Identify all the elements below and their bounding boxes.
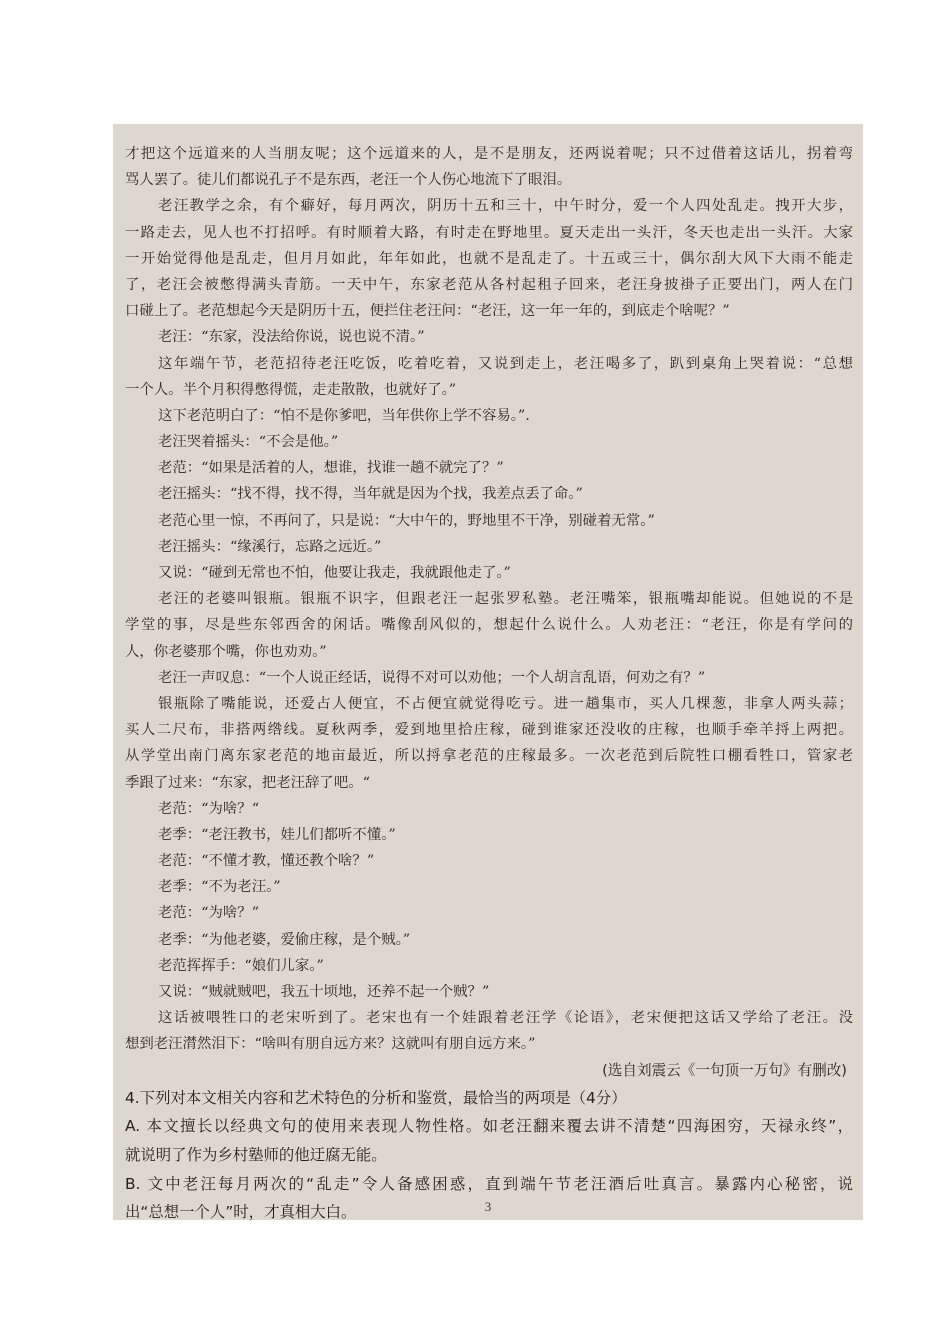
question-stem: 4.下列对本文相关内容和艺术特色的分析和鉴赏，最恰当的两项是（4分） — [125, 1088, 627, 1107]
scanned-page — [113, 124, 863, 1220]
passage-line: 老汪教学之余，有个癖好，每月两次，阴历十五和三十，中午时分，爱一个人四处乱走。拽开大步， — [158, 198, 853, 215]
passage-line: 买人二尺布，非搭两绺线。夏秋两季，爱到地里拾庄稼，碰到谁家还没收的庄稼，也顺手牵羊捋上两把。 — [125, 722, 853, 739]
page-number: 3 — [484, 1199, 492, 1214]
passage-line: 老季：“为他老婆，爱偷庄稼，是个贼。” — [158, 931, 411, 948]
passage-line: 了，老汪会被憋得满头青筋。一天中午，东家老范从各村起租子回来，老汪身披褂子正要出门，两人在门 — [125, 276, 853, 293]
option-b-line: 出“总想一个人”时，才真相大白。 — [125, 1203, 357, 1222]
option-b-line: B. 文中老汪每月两次的“乱走”令人备感困惑，直到端午节老汪酒后吐真言。暴露内心秘密，说 — [125, 1174, 853, 1193]
passage-line: 老汪哭着摇头：“不会是他。” — [158, 434, 339, 451]
passage-line: 老汪：“东家，没法给你说，说也说不清。” — [158, 329, 425, 346]
passage-line: 老范：“为啥？” — [158, 905, 260, 922]
passage-line: 想到老汪潸然泪下：“啥叫有朋自远方来？这就叫有朋自远方来。” — [125, 1036, 536, 1053]
passage-line: 一个人。半个月积得憋得慌，走走散散，也就好了。” — [125, 381, 457, 398]
passage-line: 老汪摇头：“缘溪行，忘路之远近。” — [158, 538, 382, 555]
passage-line: 季跟了过来：“东家，把老汪辞了吧。“ — [125, 774, 370, 791]
passage-line: 这话被喂牲口的老宋听到了。老宋也有一个娃跟着老汪学《论语》，老宋便把这话又学给了老汪。没 — [158, 1010, 853, 1027]
passage-line: 一路走去，见人也不打招呼。有时顺着大路，有时走在野地里。夏天走出一头汗，冬天也走出一头汗。大家 — [125, 224, 853, 241]
passage-line: 这年端午节，老范招待老汪吃饭，吃着吃着，又说到走上，老汪喝多了，趴到桌角上哭着说：“总想 — [158, 355, 853, 372]
passage-line: 老汪一声叹息：“一个人说正经话，说得不对可以劝他；一个人胡言乱语，何劝之有？” — [158, 669, 706, 686]
passage-line: 老范心里一惊，不再问了，只是说：“大中午的，野地里不干净，别碰着无常。” — [158, 512, 655, 529]
passage-line: 从学堂出南门离东家老范的地亩最近，所以捋拿老范的庄稼最多。一次老范到后院牲口棚看牲口，管家老 — [125, 748, 853, 765]
passage-line: 银瓶除了嘴能说，还爱占人便宜，不占便宜就觉得吃亏。进一趟集市，买人几棵葱，非拿人两头蒜； — [158, 695, 853, 712]
passage-line: 老季：“不为老汪。” — [158, 879, 281, 896]
passage-line: 又说：“碰到无常也不怕，他要让我走，我就跟他走了。” — [158, 565, 511, 581]
passage-line: 口碰上了。老范想起今天是阴历十五，便拦住老汪问：“老汪，这一年一年的，到底走个啥呢？” — [125, 303, 730, 320]
option-a-line: A. 本文擅长以经典文句的使用来表现人物性格。如老汪翻来覆去讲不清楚“四海困穷，天禄永终”， — [125, 1117, 853, 1136]
passage-line: 老范：“为啥？“ — [158, 800, 260, 817]
passage-line: 又说：“贼就贼吧，我五十顷地，还养不起一个贼？” — [158, 984, 490, 1000]
passage-line: 老汪的老婆叫银瓶。银瓶不识字，但跟老汪一起张罗私塾。老汪嘴笨，银瓶嘴却能说。但她说的不是 — [158, 591, 853, 608]
passage-line: 才把这个远道来的人当朋友呢；这个远道来的人，是不是朋友，还两说着呢；只不过借着这话儿，拐着弯 — [125, 146, 853, 162]
passage-line: 老季：“老汪教书，娃儿们都听不懂。” — [158, 826, 396, 843]
source-citation: (选自刘震云《一句顶一万句》有删改) — [602, 1061, 847, 1079]
passage-line: 老范：“不懂才教，懂还教个啥？” — [158, 853, 375, 870]
passage-line: 老范挥挥手：“娘们儿家。” — [158, 957, 324, 974]
passage-line: 骂人罢了。徒儿们都说孔子不是东西，老汪一个人伤心地流下了眼泪。 — [125, 172, 572, 189]
passage-line: 人，你老婆那个嘴，你也劝劝。” — [125, 643, 327, 660]
passage-line: 这下老范明白了：“怕不是你爹吧，当年供你上学不容易。”. — [158, 407, 530, 424]
passage-line: 老范：“如果是活着的人，想谁，找谁一趟不就完了？” — [158, 460, 504, 477]
passage-line: 学堂的事，尽是些东邻西舍的闲话。嘴像刮风似的，想起什么说什么。人劝老汪：“老汪，你是有学问的 — [125, 617, 853, 634]
passage-body — [125, 141, 853, 1227]
passage-line: 一开始觉得他是乱走，但月月如此，年年如此，也就不是乱走了。十五或三十，偶尔刮大风下大雨不能走 — [125, 250, 853, 267]
option-a-line: 就说明了作为乡村塾师的他迂腐无能。 — [125, 1145, 387, 1164]
passage-line: 老汪摇头：“找不得，找不得，当年就是因为个找，我差点丢了命。” — [158, 486, 583, 503]
